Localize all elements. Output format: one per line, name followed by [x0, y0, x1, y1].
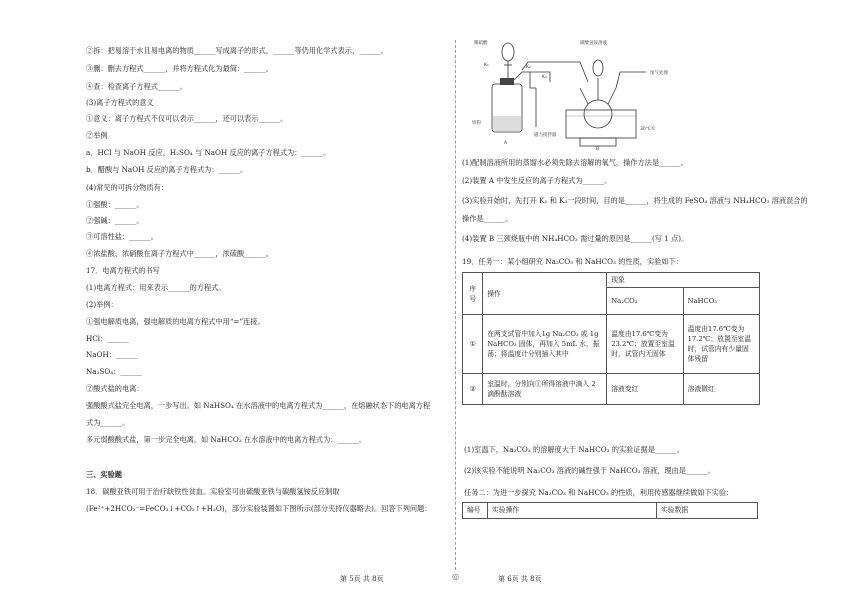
- text-line: (2)该实验不能说明 Na₂CO₃ 溶液的碱性强于 NaHCO₃ 溶液，理由是______。: [464, 466, 715, 475]
- label-water-bath: 30℃水: [640, 127, 656, 132]
- cell-nahco3: 温度由17.6℃变为17.2℃；放置至室温时，试管内有少量固体残留: [683, 315, 759, 374]
- text-line: NaOH：______: [86, 350, 138, 359]
- label-tail-gas: 尾气处理: [650, 71, 668, 76]
- cell-na2co3: 溶液变红: [607, 374, 683, 405]
- text-line: (1)电离方程式：用来表示______的方程式。: [86, 283, 226, 292]
- header-nahco3: NaHCO₃: [683, 288, 759, 315]
- text-line: (4)常见的可拆分物质有：: [86, 183, 169, 192]
- text-line: (3)离子方程式的意义: [86, 98, 154, 107]
- text-line: ②强碱：______。: [86, 216, 144, 225]
- page-number-left: 第 5页 共 8页: [340, 575, 384, 583]
- text-line: 18．碳酸亚铁可用于治疗缺铁性贫血。实验室可由硫酸亚铁与碳酸氢铵反应制取: [86, 487, 340, 496]
- text-line: 式为______。: [86, 418, 130, 427]
- apparatus-figure: [470, 32, 700, 150]
- text-line: ②举例: [86, 131, 108, 140]
- label-k3: K₃: [542, 75, 547, 80]
- header-na2co3: Na₂CO₃: [607, 288, 683, 315]
- header-operation: 操作: [483, 273, 607, 315]
- text-line: ③删：删去方程式______，并将方程式化为最简：______。: [86, 64, 273, 73]
- circle-marker-icon: ◎: [452, 572, 459, 581]
- section-heading: 三、实验题: [86, 470, 122, 479]
- text-line: ①意义：离子方程式不仅可以表示______，还可以表示______。: [86, 114, 288, 123]
- label-dilute-acid: 稀硫酸: [474, 41, 488, 46]
- text-line: (Fe²⁺+2HCO₃⁻=FeCO₃↓+CO₂↑+H₂O)，部分实验装置如下图所示(部分夹持仪器略去)。回答下列问题：: [86, 504, 432, 513]
- cell-nahco3: 溶液微红: [683, 374, 759, 405]
- label-k1: K₁: [484, 63, 489, 68]
- text-line: ①强电解质电离，强电解质的电离方程式中用“=”连接。: [86, 317, 265, 326]
- header-operation: 实验操作: [488, 503, 657, 519]
- text-line: (2)举例：: [86, 300, 118, 309]
- header-seq: 序号: [463, 273, 483, 315]
- text-line: ②拆：把易溶于水且易电离的物质______写成离子的形式，______等仍用化学式表示，______。: [86, 46, 388, 55]
- text-line: (2)装置 A 中发生反应的离子方程式为______。: [462, 176, 612, 185]
- text-line: ④浓盐酸、浓硝酸在离子方程式中______，浓硫酸______。: [86, 249, 273, 258]
- text-line: HCl：______: [86, 334, 129, 343]
- text-line: (1)配制溶液所用的蒸馏水必须先除去溶解的氧气，操作方法是______。: [462, 158, 688, 167]
- cell-seq: ②: [463, 374, 483, 405]
- text-line: a．HCl 与 NaOH 反应，H₂SO₄ 与 NaOH 反应的离子方程式为：______。: [86, 148, 331, 157]
- text-line: ④查：检查离子方程式______。: [86, 82, 187, 91]
- text-line: b．醋酸与 NaOH 反应的离子方程式为：______。: [86, 165, 248, 174]
- question-heading: 19．任务一：某小组研究 Na₂CO₃ 和 NaHCO₃ 的性质，实验如下：: [462, 257, 683, 266]
- cell-operation: 在两支试管中加入1g Na₂CO₃ 或 1g NaHCO₃ 固体，再加入 5mL 水，振荡；将温度计分别插入其中: [483, 315, 607, 374]
- text-line: ②酸式盐的电离：: [86, 384, 144, 393]
- label-k2: K₂: [526, 65, 531, 70]
- table-row: [463, 374, 760, 405]
- sensor-experiment-table: [462, 502, 758, 519]
- label-nh4hco3: 碳酸氢铵溶液: [580, 41, 607, 46]
- text-line: ③可溶性盐：______。: [86, 232, 158, 241]
- cell-seq: ①: [463, 315, 483, 374]
- text-line: (3)实验开始时，先打开 K₁ 和 K₃一段时间，目的是______，将生成的 FeSO₄ 溶液与 NH₄HCO₃ 溶液混合的: [462, 196, 808, 205]
- text-line: 强酸酸式盐完全电离，一步写出。如 NaHSO₄ 在水溶液中的电离方程式为______，在熔融状态下的电离方程: [86, 401, 431, 410]
- label-b: B: [596, 147, 600, 150]
- label-a: A: [504, 141, 508, 146]
- cell-operation: 室温时，分别向①所得溶液中滴入 2 滴酚酞溶液: [483, 374, 607, 405]
- label-stirrer: 磁力搅拌器: [534, 133, 557, 138]
- text-line: (4)装置 B 三颈烧瓶中的 NH₄HCO₃ 需过量的原因是______(写 1 点)。: [462, 234, 689, 243]
- label-iron-powder: 铁粉: [472, 121, 481, 126]
- page-number-right: 第 6页 共 8页: [498, 575, 542, 583]
- section-heading: 17．电离方程式的书写: [86, 266, 160, 275]
- header-data: 实验数据: [657, 503, 758, 519]
- table-row: [463, 315, 760, 374]
- text-line: ①强酸：______。: [86, 200, 144, 209]
- text-line: 多元弱酸酸式盐，第一步完全电离。如 NaHCO₃ 在水溶液中的电离方程式为：______。: [86, 435, 367, 444]
- cell-na2co3: 温度由17.6℃变为23.2℃；放置至室温时，试管内无固体: [607, 315, 683, 374]
- page-divider: [455, 40, 456, 570]
- header-phenomenon: 现象: [607, 273, 760, 288]
- experiment-table: [462, 272, 760, 405]
- text-line: (1)室温下，Na₂CO₃ 的溶解度大于 NaHCO₃ 的实验证据是______。: [464, 445, 684, 454]
- header-number: 编号: [463, 503, 488, 519]
- text-line: 操作是______。: [462, 214, 513, 223]
- text-line: Na₂SO₄：______: [86, 367, 142, 376]
- text-line: 任务二：为进一步探究 Na₂CO₃ 和 NaHCO₃ 的性质，利用传感器继续做如下实验：: [464, 488, 734, 497]
